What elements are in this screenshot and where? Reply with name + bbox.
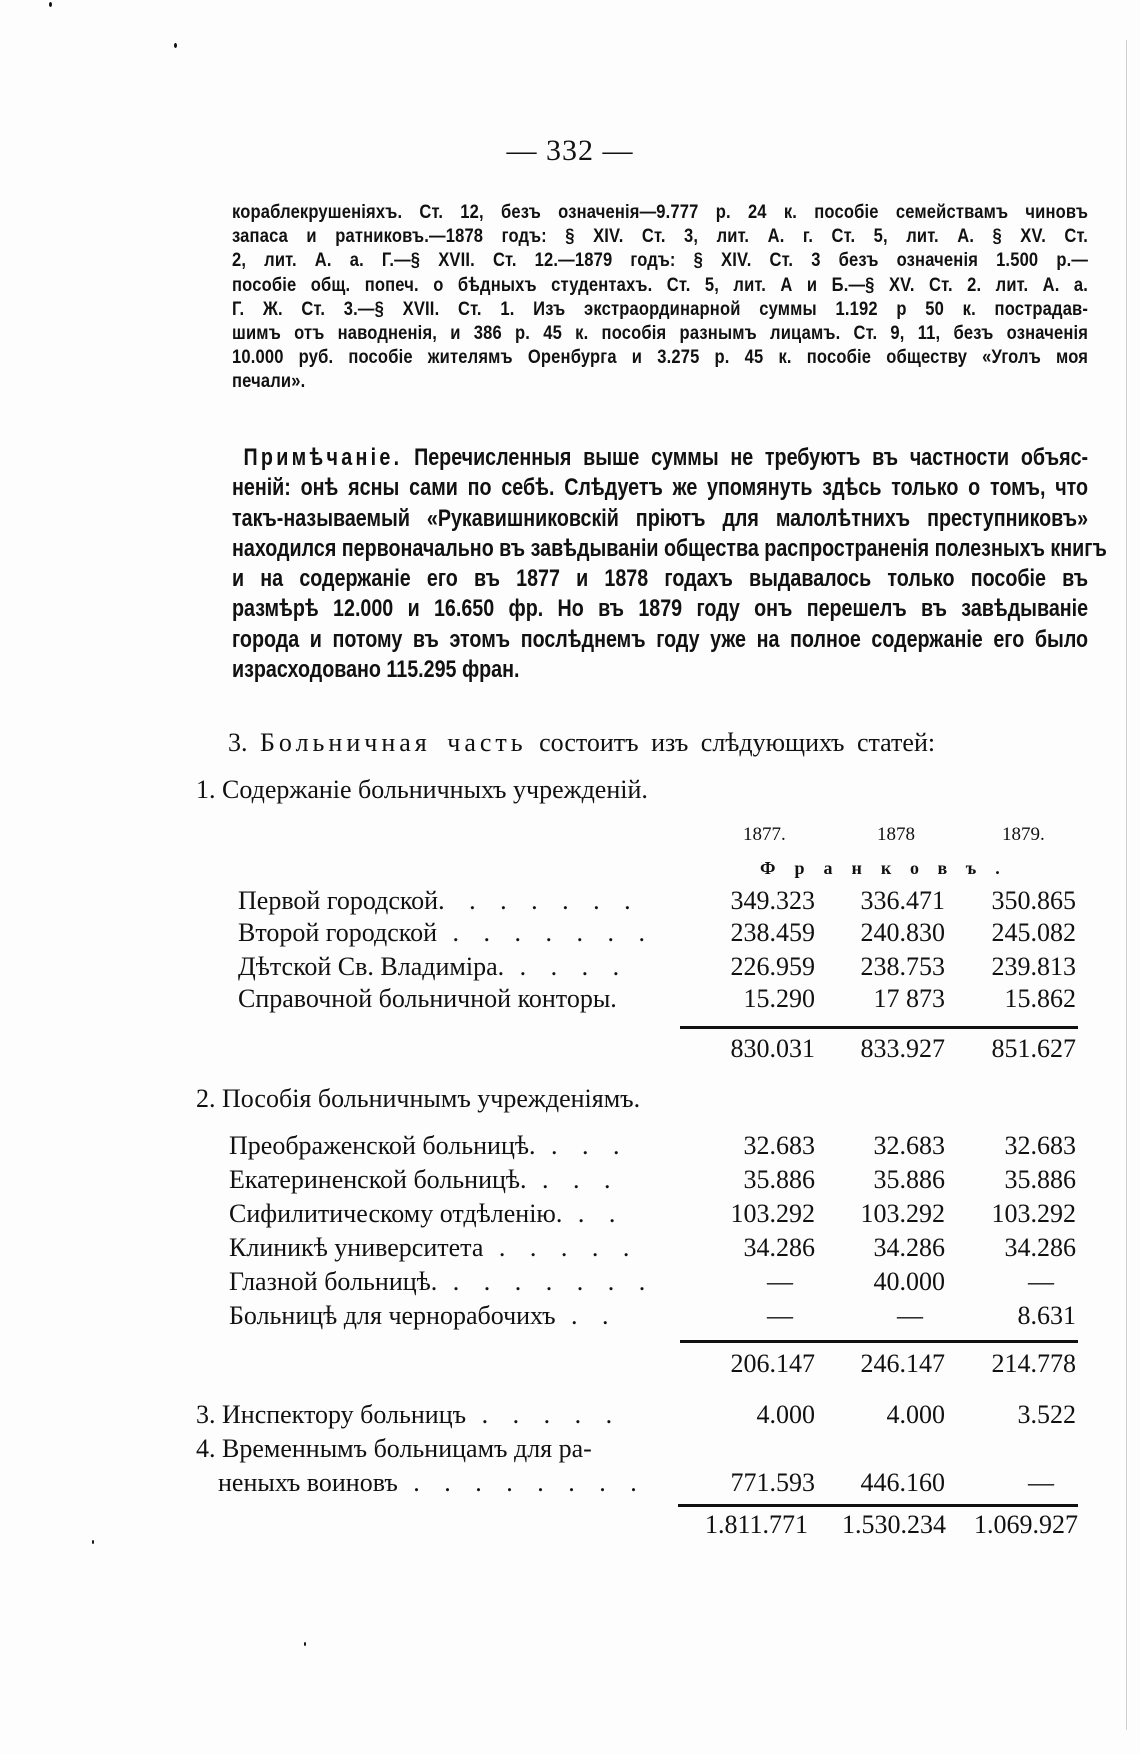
text-line: 2, лит. А. а. Г.—§ XVII. Ст. 12.—1879 годъ: § XIV. Ст. 3 безъ означенія 1.500 р.— (232, 250, 1089, 272)
text-line: находился первоначально въ завѣдываніи общества распространенія полезныхъ книгъ (232, 534, 1107, 562)
table-row: Клиникѣ университета . . . . . 34.286 34.286 34.286 (229, 1233, 1076, 1262)
table-row: Первой городской. . . . . . . 349.323 336.471 350.865 (238, 886, 1076, 915)
scan-speck (304, 1642, 306, 1646)
currency-unit: Франковъ. (760, 858, 1019, 878)
subsection-heading-1: 1. Содержаніе больничныхъ учрежденій. (196, 775, 648, 804)
sum-rule (680, 1340, 1078, 1343)
table-row: Преображенской больницѣ. . . . 32.683 32.683 32.683 (229, 1131, 1076, 1160)
subtotal-row: 830.031 833.927 851.627 (730, 1034, 1076, 1063)
subtotal-row: 206.147 246.147 214.778 (730, 1349, 1076, 1378)
table-row: Екатериненской больницѣ. . . . 35.886 35.886 35.886 (229, 1165, 1076, 1194)
text-line: печали». (232, 371, 306, 393)
year-header-1879: 1879. (1002, 824, 1045, 845)
text-line: и на содержаніе его въ 1877 и 1878 годахъ выдавалось только пособіе въ (232, 565, 1089, 593)
text-line: Г. Ж. Ст. 3.—§ XVII. Ст. 1. Изъ экстраординарной суммы 1.192 р 50 к. пострадав- (232, 298, 1089, 320)
section-heading: 3. Больничная часть состоитъ изъ слѣдующихъ статей: (228, 728, 936, 757)
subsection-heading-2: 2. Пособія больничнымъ учрежденіямъ. (196, 1084, 641, 1113)
text-line: пособіе общ. попеч. о бѣдныхъ студентахъ. Ст. 5, лит. А и Б.—§ XV. Ст. 2. лит. А. а. (232, 274, 1089, 296)
text-line: израсходовано 115.295 фран. (232, 656, 520, 684)
table-row: Больницѣ для чернорабочихъ . . — — 8.631 (229, 1301, 1076, 1330)
table-row: Сифилитическому отдѣленію. . . 103.292 103.292 103.292 (229, 1199, 1076, 1228)
table-row-temporary: неныхъ воиновъ . . . . . . . . 771.593 446.160 — (218, 1468, 1054, 1497)
year-header-1878: 1878 (877, 824, 915, 845)
table-row-temporary-label: 4. Временнымъ больницамъ для ра- (196, 1434, 592, 1463)
sum-rule (678, 1504, 1078, 1507)
sum-rule (680, 1026, 1078, 1029)
intro-paragraph (232, 201, 1089, 395)
text-line: кораблекрушеніяхъ. Ст. 12, безъ означенія—9.777 р. 24 к. пособіе семействамъ чиновъ (232, 202, 1089, 223)
text-line: 10.000 руб. пособіе жителямъ Оренбурга и 3.275 р. 45 к. пособіе обществу «Уголъ моя (232, 347, 1089, 369)
table-row: Глазной больницѣ. . . . . . . . — 40.000 — (229, 1267, 1054, 1296)
table-row: Справочной больничной конторы. 15.290 17 873 15.862 (238, 984, 1076, 1013)
text-line: размѣрѣ 12.000 и 16.650 фр. Но въ 1879 году онъ перешелъ въ завѣдываніе (232, 595, 1089, 623)
text-line: такъ-называемый «Рукавишниковскій пріютъ для малолѣтнихъ преступниковъ» (232, 504, 1089, 532)
note-paragraph (232, 443, 1107, 685)
text-line: шимъ отъ наводненія, и 386 р. 45 к. пособія разнымъ лицамъ. Ст. 9, 11, безъ означенія (232, 323, 1089, 345)
scan-speck (49, 2, 52, 7)
note-label: Примѣчаніе. (243, 444, 403, 471)
text-line: неній: онѣ ясны сами по себѣ. Слѣдуетъ же упомянуть здѣсь только о томъ, что (232, 474, 1089, 502)
page-number: — 332 — (506, 134, 634, 167)
table-row-inspector: 3. Инспектору больницъ . . . . . 4.000 4.000 3.522 (196, 1400, 1076, 1429)
scan-speck (174, 43, 177, 48)
year-header-1877: 1877. (743, 824, 786, 845)
text-line: запаса и ратниковъ.—1878 годъ: § XIV. Ст. 3, лит. А. г. Ст. 5, лит. А. § XV. Ст. (232, 226, 1089, 248)
table-row: Дѣтской Св. Владиміра. . . . . 226.959 238.753 239.813 (238, 952, 1076, 981)
section-title: Больничная часть (260, 728, 527, 757)
grand-total-row: 1.811.771 1.530.234 1.069.927 (704, 1510, 1078, 1539)
table-row: Второй городской . . . . . . . 238.459 240.830 245.082 (238, 918, 1076, 947)
text-line: города и потому въ этомъ послѣднемъ году уже на полное содержаніе его было (232, 625, 1089, 653)
text-line: Примѣчаніе. Перечисленныя выше суммы не требуютъ въ частности объяс- (243, 444, 1089, 471)
